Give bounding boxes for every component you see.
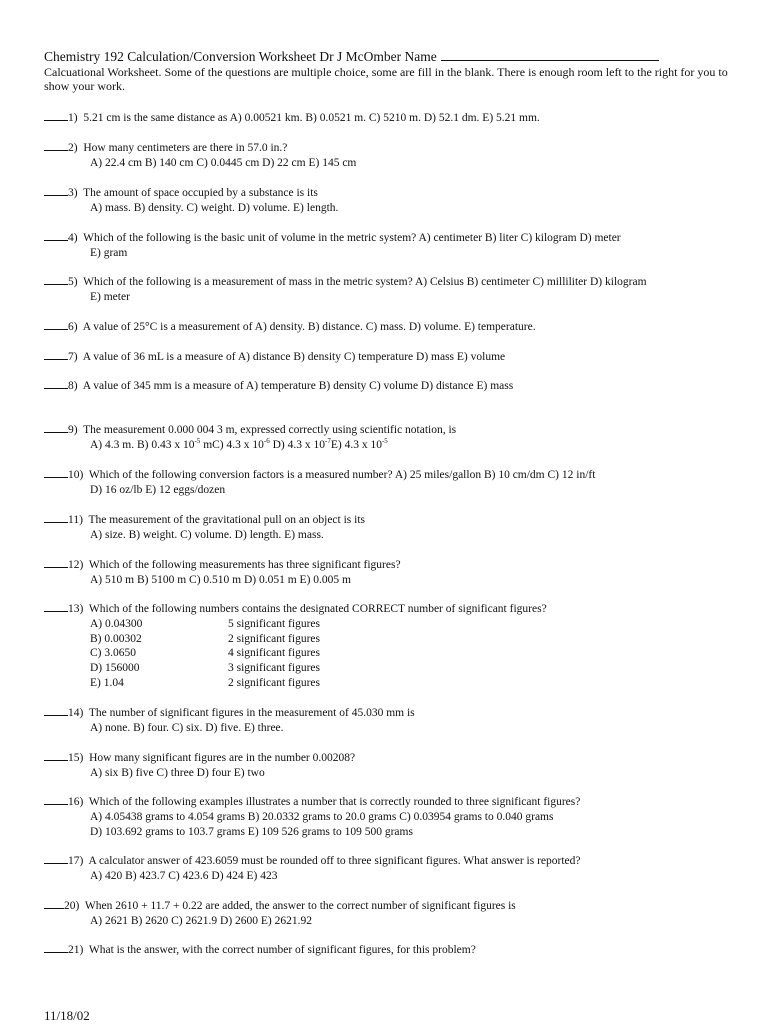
answer-blank-8[interactable] xyxy=(44,377,68,389)
question-1: 1) 5.21 cm is the same distance as A) 0.00521 km. B) 0.0521 m. C) 5210 m. D) 52.1 dm. E) 5.21 mm. xyxy=(44,109,540,126)
question-13-options xyxy=(44,617,547,691)
question-16: 16) Which of the following examples illustrates a number that is correctly rounded to three significant figures? A) 4.05438 grams to 4.054 grams B) 20.0332 grams to 20.0 grams C) 0.03954 grams to 0.040 grams D) 103.692 grams to 103.7 grams E) 109 526 grams to 109 500 grams xyxy=(44,793,580,839)
intro-text: Calcuational Worksheet. Some of the questions are multiple choice, some are fill in the blank. There is enough room left to the right for you to show your work. xyxy=(44,65,728,93)
question-20: 20) When 2610 + 11.7 + 0.22 are added, the answer to the correct number of significant figures is A) 2621 B) 2620 C) 2621.9 D) 2600 E) 2621.92 xyxy=(44,897,516,929)
question-2: 2) How many centimeters are there in 57.0 in.? A) 22.4 cm B) 140 cm C) 0.0445 cm D) 22 cm E) 145 cm xyxy=(44,139,356,171)
option-row: B) 0.00302 2 significant figures xyxy=(90,632,320,645)
question-8: 8) A value of 345 mm is a measure of A) temperature B) density C) volume D) distance E) mass xyxy=(44,377,513,394)
page-title: Chemistry 192 Calculation/Conversion Worksheet Dr J McOmber Name xyxy=(44,49,437,64)
question-11: 11) The measurement of the gravitational pull on an object is its A) size. B) weight. C) volume. D) length. E) mass. xyxy=(44,511,365,543)
question-14: 14) The number of significant figures in the measurement of 45.030 mm is A) none. B) four. C) six. D) five. E) three. xyxy=(44,704,415,736)
option-row: E) 1.04 2 significant figures xyxy=(90,676,320,689)
question-3: 3) The amount of space occupied by a substance is its A) mass. B) density. C) weight. D) volume. E) length. xyxy=(44,184,338,216)
answer-blank-5[interactable] xyxy=(44,273,68,285)
answer-blank-2[interactable] xyxy=(44,139,68,151)
question-9: 9) The measurement 0.000 004 3 m, expressed correctly using scientific notation, is A) 4.3 m. B) 0.43 x $10^{-5}$ mC) 4.3 x $10^{-6}$ D) 4.3 x $10^{-7}E$) 4.3 x $10^{-5}$ xyxy=(44,421,456,453)
answer-blank-6[interactable] xyxy=(44,318,68,330)
option-row: A) 0.04300 5 significant figures xyxy=(90,617,320,630)
question-15: 15) How many significant figures are in the number 0.00208? A) six B) five C) three D) four E) two xyxy=(44,749,355,781)
name-blank[interactable] xyxy=(441,47,659,61)
answer-blank-12[interactable] xyxy=(44,556,68,568)
answer-blank-16[interactable] xyxy=(44,793,68,805)
question-10: 10) Which of the following conversion factors is a measured number? A) 25 miles/gallon B) 10 cm/dm C) 12 in/ft D) 16 oz/lb E) 12 eggs/dozen xyxy=(44,466,595,498)
question-13: 13) Which of the following numbers contains the designated CORRECT number of significant figures? A) 0.04300 5 significant figures B) 0.00302 2 significant figures C) 3.0650 4 significant figures D) 156000 3 significant figures E) 1.04 2 significant figures xyxy=(44,600,547,691)
worksheet-header xyxy=(44,47,659,65)
answer-blank-1[interactable] xyxy=(44,109,68,121)
question-9-options: A) 4.3 m. B) 0.43 x $10^{-5}$ mC) 4.3 x $10^{-6}$ D) 4.3 x $10^{-7}E$) 4.3 x $10^{-5}$ xyxy=(90,436,388,451)
footer-date: 11/18/02 xyxy=(44,1008,90,1023)
answer-blank-17[interactable] xyxy=(44,852,68,864)
answer-blank-3[interactable] xyxy=(44,184,68,196)
answer-blank-11[interactable] xyxy=(44,511,68,523)
answer-blank-14[interactable] xyxy=(44,704,68,716)
question-6: 6) A value of 25°C is a measurement of A) density. B) distance. C) mass. D) volume. E) temperature. xyxy=(44,318,536,335)
question-17: 17) A calculator answer of 423.6059 must be rounded off to three significant figures. What answer is reported? A) 420 B) 423.7 C) 423.6 D) 424 E) 423 xyxy=(44,852,580,884)
answer-blank-10[interactable] xyxy=(44,466,68,478)
answer-blank-4[interactable] xyxy=(44,229,68,241)
answer-blank-20[interactable] xyxy=(44,897,64,909)
option-row: D) 156000 3 significant figures xyxy=(90,662,320,675)
question-21: 21) What is the answer, with the correct number of significant figures, for this problem? xyxy=(44,941,476,958)
option-row: C) 3.0650 4 significant figures xyxy=(90,647,320,660)
answer-blank-15[interactable] xyxy=(44,749,68,761)
question-4: 4) Which of the following is the basic unit of volume in the metric system? A) centimeter B) liter C) kilogram D) meter E) gram xyxy=(44,229,621,261)
answer-blank-13[interactable] xyxy=(44,600,68,612)
question-5: 5) Which of the following is a measurement of mass in the metric system? A) Celsius B) centimeter C) milliliter D) kilogram E) meter xyxy=(44,273,647,305)
answer-blank-21[interactable] xyxy=(44,941,68,953)
answer-blank-7[interactable] xyxy=(44,348,68,360)
question-12: 12) Which of the following measurements has three significant figures? A) 510 m B) 5100 m C) 0.510 m D) 0.051 m E) 0.005 m xyxy=(44,556,401,588)
answer-blank-9[interactable] xyxy=(44,421,68,433)
question-7: 7) A value of 36 mL is a measure of A) distance B) density C) temperature D) mass E) volume xyxy=(44,348,505,365)
